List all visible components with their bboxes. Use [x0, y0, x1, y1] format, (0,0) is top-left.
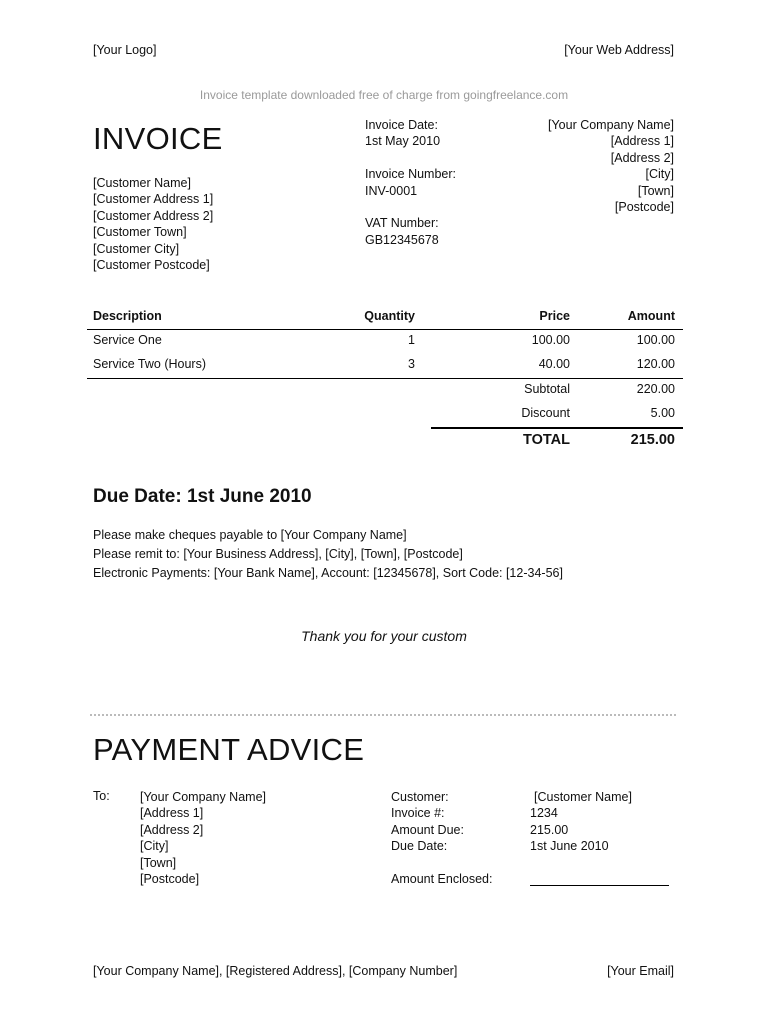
customer-address-1: [Customer Address 1] [93, 192, 214, 207]
footer-email[interactable]: [Your Email] [607, 964, 674, 978]
advice-amount-enclosed-label: Amount Enclosed: [391, 871, 493, 886]
tear-off-line [90, 714, 676, 716]
footer-company-info: [Your Company Name], [Registered Address], [Company Number] [93, 964, 458, 978]
subtotal-value: 220.00 [636, 382, 675, 396]
advice-due-date-label: Due Date: [391, 839, 448, 854]
to-address-block [140, 789, 266, 887]
company-city: [City] [645, 167, 674, 182]
total-label: TOTAL [523, 432, 570, 448]
customer-name: [Customer Name] [93, 176, 191, 190]
template-note: Invoice template downloaded free of charge from goingfreelance.com [199, 88, 569, 102]
total-value: 215.00 [630, 432, 675, 448]
advice-due-date-value: 1st June 2010 [530, 839, 609, 854]
company-address-2: [Address 2] [610, 150, 674, 165]
company-name: [Your Company Name] [548, 118, 674, 132]
advice-customer-label: Customer: [391, 790, 449, 804]
company-postcode: [Postcode] [614, 199, 674, 214]
advice-invoice-label: Invoice #: [391, 806, 445, 821]
invoice-number-value: INV-0001 [365, 183, 418, 198]
advice-invoice-value: 1234 [530, 806, 558, 821]
table-header-divider [87, 329, 683, 330]
discount-value: 5.00 [650, 406, 675, 420]
to-label: To: [93, 789, 110, 803]
to-postcode: [Postcode] [140, 871, 200, 886]
row-description: Service One [93, 333, 162, 347]
customer-city: [Customer City] [93, 241, 180, 256]
advice-amount-due-value: 215.00 [530, 822, 569, 837]
payment-advice-title: PAYMENT ADVICE [93, 732, 365, 767]
column-header-amount: Amount [627, 309, 675, 323]
to-town: [Town] [140, 855, 177, 870]
vat-number-value: GB12345678 [365, 232, 439, 247]
payment-instructions [93, 526, 563, 583]
row-quantity: 3 [408, 357, 415, 371]
invoice-meta [365, 117, 456, 248]
customer-address-2: [Customer Address 2] [93, 208, 214, 223]
customer-address-block [93, 175, 213, 273]
subtotal-label: Subtotal [524, 382, 570, 396]
table-rows-divider [87, 378, 683, 379]
to-address-2: [Address 2] [140, 822, 204, 837]
company-address-block [548, 117, 674, 215]
invoice-date-value: 1st May 2010 [365, 134, 441, 149]
to-city: [City] [140, 839, 169, 854]
company-town: [Town] [637, 183, 674, 198]
column-header-quantity: Quantity [364, 309, 415, 323]
due-date-heading: Due Date: 1st June 2010 [93, 486, 312, 507]
row-quantity: 1 [408, 333, 415, 347]
row-price: 40.00 [538, 357, 570, 371]
electronic-payment-instructions: Electronic Payments: [Your Bank Name], Account: [12345678], Sort Code: [12-34-56] [93, 566, 563, 580]
total-divider [431, 427, 683, 429]
amount-enclosed-field[interactable] [530, 885, 669, 886]
advice-customer-value: [Customer Name] [534, 790, 632, 804]
customer-postcode: [Customer Postcode] [93, 257, 210, 272]
invoice-title: INVOICE [93, 121, 223, 156]
web-address[interactable]: [Your Web Address] [564, 43, 674, 57]
invoice-date-label: Invoice Date: [365, 118, 438, 132]
company-address-1: [Address 1] [610, 134, 674, 149]
row-description: Service Two (Hours) [93, 357, 206, 371]
row-amount: 100.00 [636, 333, 675, 347]
advice-labels [391, 789, 492, 887]
to-address-1: [Address 1] [140, 806, 204, 821]
vat-number-label: VAT Number: [365, 216, 439, 231]
remit-instructions: Please remit to: [Your Business Address], [City], [Town], [Postcode] [93, 547, 463, 561]
customer-town: [Customer Town] [93, 225, 187, 240]
advice-values [530, 789, 632, 855]
advice-amount-due-label: Amount Due: [391, 822, 464, 837]
thank-you-message: Thank you for your custom [301, 628, 467, 644]
column-header-description: Description [93, 309, 162, 323]
discount-label: Discount [521, 406, 570, 420]
to-company-name: [Your Company Name] [140, 790, 266, 804]
logo-placeholder: [Your Logo] [93, 43, 157, 57]
row-price: 100.00 [531, 333, 570, 347]
column-header-price: Price [539, 309, 570, 323]
invoice-number-label: Invoice Number: [365, 167, 457, 182]
row-amount: 120.00 [636, 357, 675, 371]
cheque-instructions: Please make cheques payable to [Your Company Name] [93, 528, 407, 542]
